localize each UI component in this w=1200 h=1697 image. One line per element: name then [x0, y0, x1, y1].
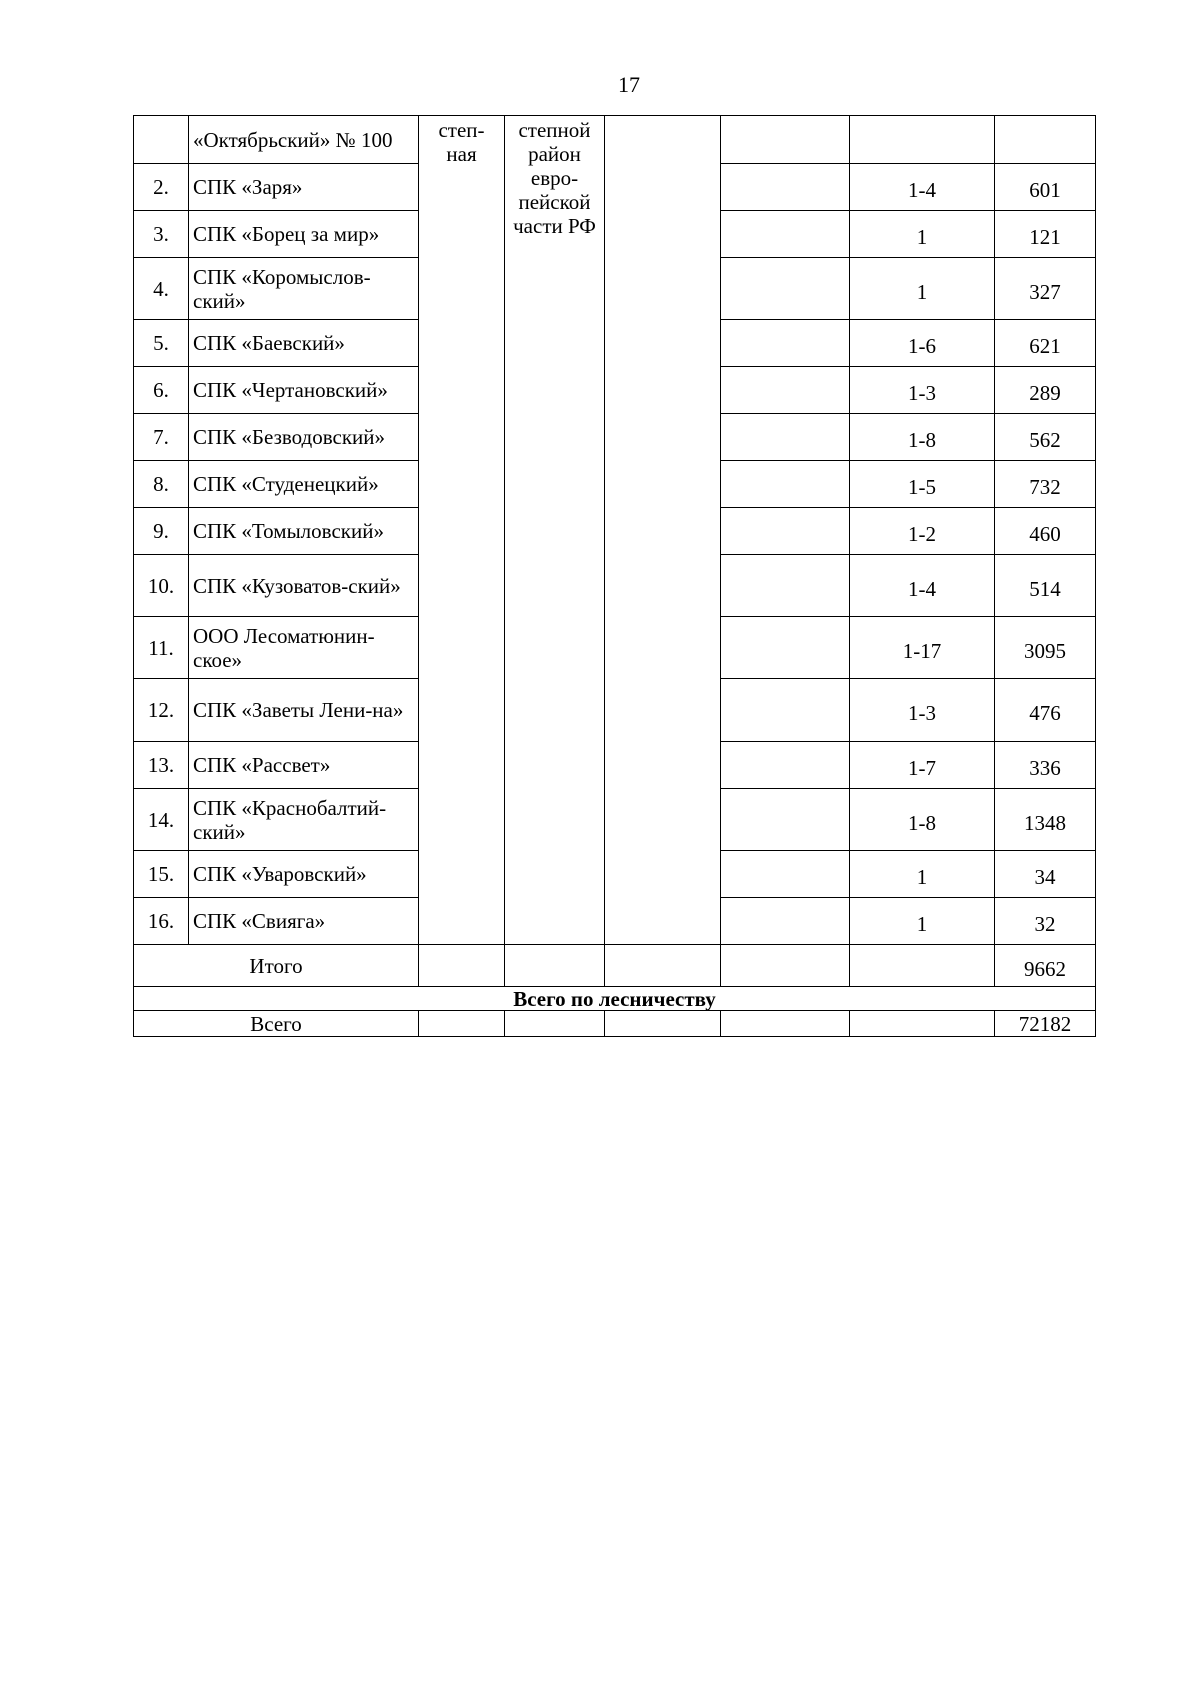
empty-cell — [850, 1011, 995, 1037]
organization-name: СПК «Томыловский» — [189, 508, 419, 555]
organization-name: СПК «Краснобалтий-ский» — [189, 789, 419, 851]
quarters-cell: 1-5 — [850, 461, 995, 508]
forest-table — [133, 115, 1096, 1037]
empty-cell — [721, 898, 850, 945]
empty-cell — [721, 508, 850, 555]
row-number: 15. — [134, 851, 189, 898]
quarters-cell: 1 — [850, 851, 995, 898]
organization-name: СПК «Заветы Лени-на» — [189, 679, 419, 742]
total-area: 9662 — [995, 945, 1096, 987]
empty-cell — [721, 617, 850, 679]
row-number: 12. — [134, 679, 189, 742]
organization-name: СПК «Чертановский» — [189, 367, 419, 414]
area-cell: 476 — [995, 679, 1096, 742]
area-cell: 1348 — [995, 789, 1096, 851]
empty-cell — [419, 945, 505, 987]
empty-cell — [721, 211, 850, 258]
empty-cell — [721, 555, 850, 617]
organization-name: СПК «Уваровский» — [189, 851, 419, 898]
organization-name: СПК «Рассвет» — [189, 742, 419, 789]
row-number: 11. — [134, 617, 189, 679]
quarters-cell: 1-4 — [850, 555, 995, 617]
row-number: 6. — [134, 367, 189, 414]
organization-name: СПК «Свияга» — [189, 898, 419, 945]
quarters-cell: 1-3 — [850, 367, 995, 414]
organization-name: СПК «Заря» — [189, 164, 419, 211]
empty-cell — [721, 320, 850, 367]
quarters-cell: 1 — [850, 211, 995, 258]
row-number: 3. — [134, 211, 189, 258]
quarters-cell: 1-8 — [850, 414, 995, 461]
quarters-cell: 1-3 — [850, 679, 995, 742]
area-cell: 3095 — [995, 617, 1096, 679]
area-cell: 732 — [995, 461, 1096, 508]
area-cell: 601 — [995, 164, 1096, 211]
empty-cell — [505, 945, 605, 987]
empty-cell — [605, 116, 721, 945]
page-number: 17 — [618, 72, 640, 97]
quarters-cell: 1-2 — [850, 508, 995, 555]
empty-cell — [721, 789, 850, 851]
grand-total-area: 72182 — [995, 1011, 1096, 1037]
quarters-cell: 1 — [850, 898, 995, 945]
empty-cell — [721, 679, 850, 742]
row-number: 5. — [134, 320, 189, 367]
empty-cell — [505, 1011, 605, 1037]
total-row — [134, 945, 1096, 987]
grand-total-row — [134, 1011, 1096, 1037]
organization-name: СПК «Коромыслов-ский» — [189, 258, 419, 320]
total-label: Итого — [134, 945, 419, 987]
area-cell: 327 — [995, 258, 1096, 320]
quarters-cell: 1-8 — [850, 789, 995, 851]
empty-cell — [721, 1011, 850, 1037]
table-row — [134, 116, 1096, 164]
empty-cell — [605, 1011, 721, 1037]
row-number: 4. — [134, 258, 189, 320]
area-cell: 514 — [995, 555, 1096, 617]
organization-name: ООО Лесоматюнин-ское» — [189, 617, 419, 679]
area-cell: 289 — [995, 367, 1096, 414]
row-number: 16. — [134, 898, 189, 945]
row-number: 13. — [134, 742, 189, 789]
quarters-cell: 1-17 — [850, 617, 995, 679]
empty-cell — [721, 945, 850, 987]
empty-cell — [721, 461, 850, 508]
organization-name: «Октябрьский» № 100 — [189, 116, 419, 164]
row-number: 7. — [134, 414, 189, 461]
empty-cell — [419, 1011, 505, 1037]
organization-name: СПК «Баевский» — [189, 320, 419, 367]
organization-name: СПК «Безводовский» — [189, 414, 419, 461]
empty-cell — [721, 367, 850, 414]
empty-cell — [721, 742, 850, 789]
quarters-cell: 1 — [850, 258, 995, 320]
area-cell: 32 — [995, 898, 1096, 945]
row-number: 2. — [134, 164, 189, 211]
quarters-cell — [850, 116, 995, 164]
empty-cell — [605, 945, 721, 987]
quarters-cell: 1-6 — [850, 320, 995, 367]
forest-zone-cell: степ- ная — [419, 116, 505, 945]
section-label: Всего по лесничеству — [134, 987, 1096, 1011]
row-number: 9. — [134, 508, 189, 555]
empty-cell — [850, 945, 995, 987]
empty-cell — [721, 116, 850, 164]
row-number — [134, 116, 189, 164]
organization-name: СПК «Кузоватов-ский» — [189, 555, 419, 617]
empty-cell — [721, 414, 850, 461]
area-cell: 621 — [995, 320, 1096, 367]
empty-cell — [721, 258, 850, 320]
area-cell: 121 — [995, 211, 1096, 258]
organization-name: СПК «Студенецкий» — [189, 461, 419, 508]
row-number: 14. — [134, 789, 189, 851]
area-cell: 34 — [995, 851, 1096, 898]
forest-region-cell: степной район евро-пейской части РФ — [505, 116, 605, 945]
area-cell: 562 — [995, 414, 1096, 461]
grand-total-label: Всего — [134, 1011, 419, 1037]
organization-name: СПК «Борец за мир» — [189, 211, 419, 258]
empty-cell — [721, 851, 850, 898]
empty-cell — [721, 164, 850, 211]
area-cell: 460 — [995, 508, 1096, 555]
row-number: 10. — [134, 555, 189, 617]
section-row — [134, 987, 1096, 1011]
quarters-cell: 1-7 — [850, 742, 995, 789]
row-number: 8. — [134, 461, 189, 508]
area-cell — [995, 116, 1096, 164]
area-cell: 336 — [995, 742, 1096, 789]
quarters-cell: 1-4 — [850, 164, 995, 211]
